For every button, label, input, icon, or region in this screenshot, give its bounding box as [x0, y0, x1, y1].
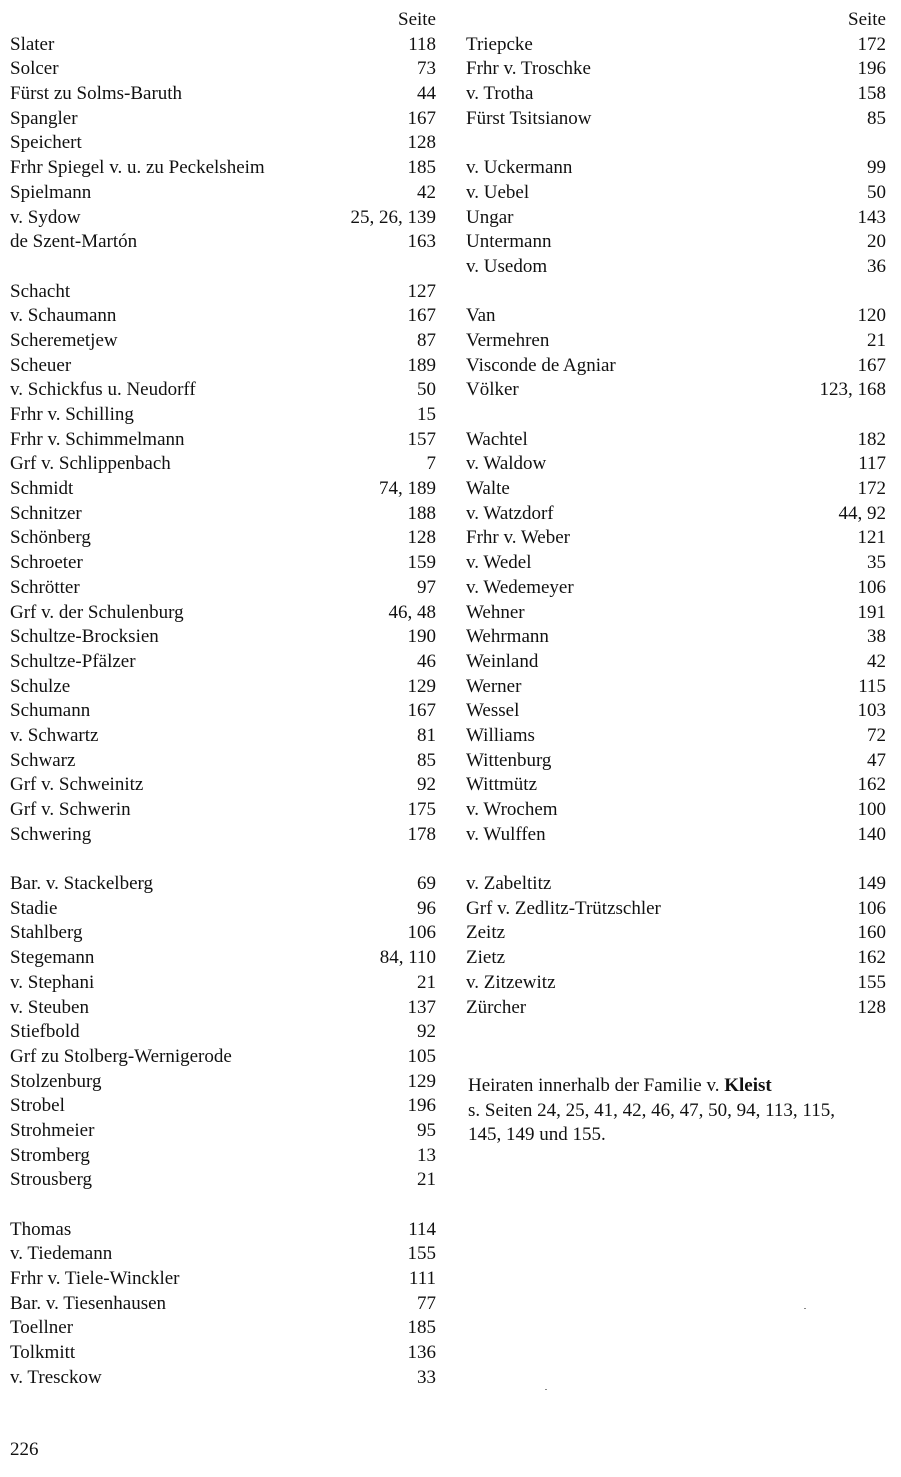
- index-column-left: [10, 8, 436, 1391]
- index-entry: [10, 1070, 436, 1095]
- index-entry: [466, 996, 886, 1021]
- index-entry: [466, 650, 886, 675]
- index-entry: [466, 526, 886, 551]
- entry-name: Spielmann: [10, 181, 92, 203]
- index-entry: [466, 625, 886, 650]
- entry-name: Wehrmann: [466, 626, 549, 648]
- entry-name: Schacht: [10, 280, 71, 302]
- index-entry: [466, 82, 886, 107]
- index-entry: [466, 773, 886, 798]
- index-group: [466, 33, 886, 132]
- index-entry: [10, 921, 436, 946]
- entry-pages: 36: [867, 255, 886, 277]
- index-entry: [466, 675, 886, 700]
- entry-pages: 157: [407, 428, 436, 450]
- entry-pages: 123, 168: [819, 379, 886, 401]
- index-entry: [466, 946, 886, 971]
- entry-name: Stiefbold: [10, 1021, 80, 1043]
- entry-pages: 85: [867, 107, 886, 129]
- entry-pages: 84, 110: [379, 947, 436, 969]
- entry-pages: 137: [407, 996, 436, 1018]
- index-entry: [466, 477, 886, 502]
- entry-name: de Szent-Martón: [10, 231, 138, 253]
- index-entry: [466, 206, 886, 231]
- index-entry: [10, 946, 436, 971]
- entry-pages: 136: [407, 1342, 436, 1364]
- index-entry: [466, 749, 886, 774]
- entry-name: Grf v. der Schulenburg: [10, 601, 184, 623]
- index-entry: [10, 971, 436, 996]
- entry-name: Grf v. Schweinitz: [10, 774, 144, 796]
- entry-pages: 185: [407, 157, 436, 179]
- entry-name: Spangler: [10, 107, 78, 129]
- index-entry: [10, 1119, 436, 1144]
- entry-pages: 73: [417, 58, 436, 80]
- index-entry: [10, 452, 436, 477]
- entry-pages: 162: [857, 947, 886, 969]
- scan-speck: [804, 1308, 806, 1309]
- entry-pages: 103: [857, 700, 886, 722]
- entry-name: v. Wulffen: [466, 823, 546, 845]
- index-entry: [466, 57, 886, 82]
- entry-pages: 42: [417, 181, 436, 203]
- index-entry: [10, 1366, 436, 1391]
- entry-name: Ungar: [466, 206, 514, 228]
- entry-name: Frhr v. Schilling: [10, 404, 134, 425]
- entry-name: v. Schwartz: [10, 724, 99, 746]
- entry-name: v. Wrochem: [466, 799, 558, 820]
- entry-name: Zürcher: [466, 996, 527, 1018]
- index-group: [466, 428, 886, 848]
- index-entry: [466, 304, 886, 329]
- index-entry: [466, 872, 886, 897]
- index-entry: [10, 477, 436, 502]
- index-entry: [10, 1045, 436, 1070]
- entry-name: v. Wedel: [466, 552, 532, 574]
- index-entry: [466, 971, 886, 996]
- entry-pages: 15: [417, 404, 436, 425]
- entry-pages: 100: [857, 799, 886, 820]
- index-entry: [10, 823, 436, 848]
- entry-name: Schmidt: [10, 478, 74, 500]
- index-entry: [10, 526, 436, 551]
- index-entry: [10, 304, 436, 329]
- entry-name: Tolkmitt: [10, 1342, 76, 1364]
- entry-name: v. Usedom: [466, 255, 548, 277]
- entry-pages: 38: [867, 626, 886, 648]
- entry-name: Stahlberg: [10, 922, 83, 944]
- index-entry: [10, 625, 436, 650]
- index-entry: [466, 354, 886, 379]
- entry-name: Williams: [466, 724, 535, 746]
- entry-pages: 44, 92: [838, 502, 886, 524]
- entry-name: v. Schaumann: [10, 305, 117, 327]
- index-entry: [10, 1341, 436, 1366]
- index-entry: [10, 551, 436, 576]
- index-group: [10, 280, 436, 848]
- index-group: [10, 872, 436, 1193]
- note-heading: [468, 1074, 888, 1099]
- entry-pages: 42: [867, 650, 886, 672]
- index-entry: [10, 156, 436, 181]
- entry-pages: 127: [407, 280, 436, 302]
- index-entry: [10, 897, 436, 922]
- index-entry: [466, 921, 886, 946]
- entry-name: v. Stephani: [10, 971, 95, 993]
- entry-name: v. Zabeltitz: [466, 873, 552, 895]
- entry-name: Frhr v. Schimmelmann: [10, 428, 185, 450]
- scan-speck: [545, 1389, 547, 1390]
- index-entry: [466, 255, 886, 280]
- index-entry: [10, 107, 436, 132]
- entry-name: Völker: [466, 379, 519, 401]
- entry-pages: 74, 189: [379, 478, 436, 500]
- entry-pages: 167: [407, 107, 436, 129]
- entry-name: Werner: [466, 675, 522, 697]
- entry-pages: 189: [407, 354, 436, 376]
- entry-pages: 21: [867, 329, 886, 351]
- entry-pages: 128: [407, 132, 436, 154]
- entry-pages: 72: [867, 724, 886, 746]
- index-entry: [10, 230, 436, 255]
- entry-name: Wittenburg: [466, 749, 552, 771]
- entry-name: Stegemann: [10, 947, 95, 969]
- entry-name: Frhr v. Weber: [466, 527, 570, 549]
- index-entry: [10, 773, 436, 798]
- entry-pages: 185: [407, 1317, 436, 1339]
- entry-name: Speichert: [10, 132, 82, 154]
- index-entry: [10, 1094, 436, 1119]
- index-entry: [466, 823, 886, 848]
- entry-pages: 105: [407, 1045, 436, 1067]
- entry-name: Bar. v. Tiesenhausen: [10, 1292, 167, 1314]
- entry-name: v. Uebel: [466, 181, 530, 203]
- entry-name: Visconde de Agniar: [466, 354, 616, 376]
- entry-pages: 191: [857, 601, 886, 623]
- entry-pages: 115: [858, 675, 886, 697]
- index-entry: [466, 502, 886, 527]
- entry-pages: 85: [417, 749, 436, 771]
- entry-name: Scheuer: [10, 354, 72, 376]
- entry-pages: 47: [867, 749, 886, 771]
- index-entry: [466, 551, 886, 576]
- entry-pages: 129: [407, 675, 436, 697]
- entry-pages: 81: [417, 724, 436, 746]
- column-header: Seite: [848, 9, 886, 30]
- entry-name: Frhr v. Troschke: [466, 58, 591, 80]
- index-entry: [10, 57, 436, 82]
- index-entry: [10, 403, 436, 428]
- entry-name: Wehner: [466, 601, 525, 623]
- index-entry: [466, 378, 886, 403]
- entry-name: Schumann: [10, 700, 91, 722]
- entry-name: Wachtel: [466, 428, 528, 450]
- entry-pages: 7: [426, 453, 436, 475]
- family-marriages-note: [468, 1074, 888, 1148]
- entry-pages: 50: [867, 181, 886, 203]
- index-entry: [466, 33, 886, 58]
- entry-pages: 188: [407, 502, 436, 524]
- entry-pages: 69: [417, 873, 436, 895]
- entry-pages: 97: [417, 576, 436, 598]
- entry-pages: 111: [408, 1268, 436, 1290]
- entry-name: v. Sydow: [10, 206, 81, 228]
- entry-name: Schultze-Brocksien: [10, 626, 159, 648]
- entry-name: Van: [466, 305, 496, 327]
- index-entry: [10, 1218, 436, 1243]
- index-entry: [10, 576, 436, 601]
- entry-name: Schwering: [10, 823, 92, 845]
- index-entry: [10, 82, 436, 107]
- index-group: [466, 156, 886, 279]
- entry-name: Weinland: [466, 650, 539, 672]
- entry-name: v. Uckermann: [466, 157, 573, 179]
- entry-name: Toellner: [10, 1317, 74, 1339]
- entry-name: Wessel: [466, 700, 520, 722]
- entry-pages: 190: [407, 626, 436, 648]
- index-groups: [466, 33, 886, 1021]
- entry-name: v. Tresckow: [10, 1366, 102, 1388]
- entry-name: Strohmeier: [10, 1119, 95, 1141]
- index-entry: [10, 502, 436, 527]
- entry-pages: 35: [867, 552, 886, 574]
- index-entry: [10, 1020, 436, 1045]
- index-entry: [466, 329, 886, 354]
- entry-pages: 13: [417, 1144, 436, 1166]
- entry-pages: 121: [857, 527, 886, 549]
- entry-name: Slater: [10, 33, 55, 55]
- entry-pages: 118: [408, 33, 436, 55]
- entry-pages: 33: [417, 1366, 436, 1388]
- entry-pages: 92: [417, 1021, 436, 1043]
- index-entry: [10, 329, 436, 354]
- index-entry: [10, 33, 436, 58]
- index-entry: [466, 181, 886, 206]
- entry-pages: 163: [407, 231, 436, 253]
- entry-pages: 182: [857, 428, 886, 450]
- entry-name: v. Waldow: [466, 453, 547, 475]
- index-entry: [10, 1242, 436, 1267]
- index-entry: [466, 699, 886, 724]
- entry-name: Grf v. Zedlitz-Trützschler: [466, 897, 661, 919]
- note-line: s. Seiten 24, 25, 41, 42, 46, 47, 50, 94, 113, 115,: [468, 1099, 835, 1121]
- entry-pages: 114: [408, 1218, 436, 1240]
- index-entry: [10, 798, 436, 823]
- entry-name: Stolzenburg: [10, 1070, 102, 1092]
- entry-pages: 96: [417, 897, 436, 919]
- index-entry: [10, 354, 436, 379]
- index-group: [466, 304, 886, 403]
- entry-pages: 196: [857, 58, 886, 80]
- entry-name: Schnitzer: [10, 502, 82, 524]
- entry-pages: 106: [857, 576, 886, 598]
- index-entry: [10, 724, 436, 749]
- entry-name: Schwarz: [10, 749, 76, 771]
- entry-pages: 50: [417, 379, 436, 401]
- index-group: [10, 33, 436, 255]
- note-line: 145, 149 und 155.: [468, 1124, 606, 1146]
- index-group: [466, 872, 886, 1020]
- entry-name: v. Trotha: [466, 83, 534, 105]
- index-group: [10, 1218, 436, 1391]
- entry-pages: 128: [407, 527, 436, 549]
- entry-name: Schultze-Pfälzer: [10, 650, 136, 672]
- index-entry: [10, 428, 436, 453]
- index-entry: [466, 428, 886, 453]
- entry-pages: 129: [407, 1070, 436, 1092]
- entry-name: Schönberg: [10, 527, 91, 549]
- index-entry: [466, 107, 886, 132]
- entry-pages: 159: [407, 552, 436, 574]
- index-entry: [10, 872, 436, 897]
- index-entry: [10, 206, 436, 231]
- entry-pages: 117: [858, 453, 886, 475]
- entry-name: Grf v. Schwerin: [10, 799, 131, 820]
- entry-pages: 158: [857, 83, 886, 105]
- entry-name: Frhr Spiegel v. u. zu Peckelsheim: [10, 157, 265, 179]
- index-entry: [10, 131, 436, 156]
- index-entry: [10, 1292, 436, 1317]
- entry-name: Fürst Tsitsianow: [466, 107, 592, 129]
- entry-pages: 167: [857, 354, 886, 376]
- entry-pages: 167: [407, 700, 436, 722]
- entry-name: Walte: [466, 478, 510, 500]
- entry-name: v. Schickfus u. Neudorff: [10, 379, 196, 401]
- index-entry: [466, 576, 886, 601]
- note-heading-bold: Kleist: [724, 1075, 772, 1096]
- entry-name: Triepcke: [466, 33, 533, 55]
- note-heading-text: Heiraten innerhalb der Familie v.: [468, 1075, 725, 1096]
- index-entry: [10, 675, 436, 700]
- entry-pages: 172: [857, 478, 886, 500]
- entry-name: v. Steuben: [10, 996, 89, 1018]
- entry-pages: 178: [407, 823, 436, 845]
- entry-pages: 77: [417, 1292, 436, 1314]
- entry-name: Scheremetjew: [10, 329, 118, 351]
- index-entry: [10, 601, 436, 626]
- entry-pages: 120: [857, 305, 886, 327]
- index-groups: [10, 33, 436, 1391]
- entry-pages: 95: [417, 1119, 436, 1141]
- entry-name: Untermann: [466, 231, 552, 253]
- index-column-right: [466, 8, 886, 1020]
- entry-name: Grf zu Stolberg-Wernigerode: [10, 1045, 232, 1067]
- entry-name: Frhr v. Tiele-Winckler: [10, 1268, 180, 1290]
- index-entry: [10, 749, 436, 774]
- entry-pages: 20: [867, 231, 886, 253]
- index-entry: [466, 601, 886, 626]
- entry-pages: 106: [407, 922, 436, 944]
- index-entry: [10, 1267, 436, 1292]
- entry-name: Vermehren: [466, 329, 550, 351]
- entry-name: Fürst zu Solms-Baruth: [10, 83, 183, 105]
- index-entry: [10, 699, 436, 724]
- entry-pages: 155: [857, 971, 886, 993]
- index-entry: [10, 650, 436, 675]
- entry-pages: 106: [857, 897, 886, 919]
- entry-pages: 162: [857, 774, 886, 796]
- entry-name: Stadie: [10, 897, 58, 919]
- entry-name: v. Wedemeyer: [466, 576, 574, 598]
- entry-pages: 21: [417, 971, 436, 993]
- entry-name: Schulze: [10, 675, 71, 697]
- entry-name: v. Tiedemann: [10, 1243, 113, 1265]
- index-entry: [10, 378, 436, 403]
- entry-pages: 46: [417, 650, 436, 672]
- page-number: 226: [10, 1439, 39, 1460]
- entry-pages: 25, 26, 139: [350, 206, 436, 228]
- index-entry: [466, 897, 886, 922]
- entry-pages: 140: [857, 823, 886, 845]
- entry-pages: 99: [867, 157, 886, 179]
- entry-name: Bar. v. Stackelberg: [10, 873, 153, 895]
- index-entry: [466, 156, 886, 181]
- index-entry: [10, 996, 436, 1021]
- index-entry: [10, 1144, 436, 1169]
- index-entry: [466, 452, 886, 477]
- entry-name: Schrötter: [10, 576, 80, 598]
- entry-pages: 196: [407, 1095, 436, 1117]
- entry-pages: 172: [857, 33, 886, 55]
- entry-pages: 160: [857, 922, 886, 944]
- index-entry: [466, 724, 886, 749]
- entry-pages: 149: [857, 873, 886, 895]
- entry-pages: 143: [857, 206, 886, 228]
- entry-name: Grf v. Schlippenbach: [10, 453, 171, 475]
- entry-pages: 155: [407, 1243, 436, 1265]
- entry-pages: 44: [417, 83, 436, 105]
- entry-pages: 87: [417, 329, 436, 351]
- entry-pages: 128: [857, 996, 886, 1018]
- entry-name: Zeitz: [466, 922, 506, 944]
- entry-pages: 92: [417, 774, 436, 796]
- index-entry: [466, 798, 886, 823]
- index-entry: [10, 1316, 436, 1341]
- entry-name: Stromberg: [10, 1144, 90, 1166]
- entry-pages: 46, 48: [388, 601, 436, 623]
- entry-name: Solcer: [10, 58, 59, 80]
- entry-name: v. Watzdorf: [466, 502, 554, 524]
- index-entry: [10, 181, 436, 206]
- entry-name: Thomas: [10, 1218, 72, 1240]
- entry-name: Schroeter: [10, 552, 83, 574]
- entry-pages: 167: [407, 305, 436, 327]
- entry-name: Zietz: [466, 947, 506, 969]
- entry-name: Wittmütz: [466, 774, 537, 796]
- index-entry: [10, 1168, 436, 1193]
- entry-pages: 21: [417, 1169, 436, 1191]
- index-entry: [466, 230, 886, 255]
- column-header: Seite: [398, 9, 436, 30]
- entry-name: Strobel: [10, 1095, 65, 1117]
- entry-pages: 175: [407, 799, 436, 820]
- entry-name: Strousberg: [10, 1169, 92, 1191]
- index-entry: [10, 280, 436, 305]
- entry-name: v. Zitzewitz: [466, 971, 556, 993]
